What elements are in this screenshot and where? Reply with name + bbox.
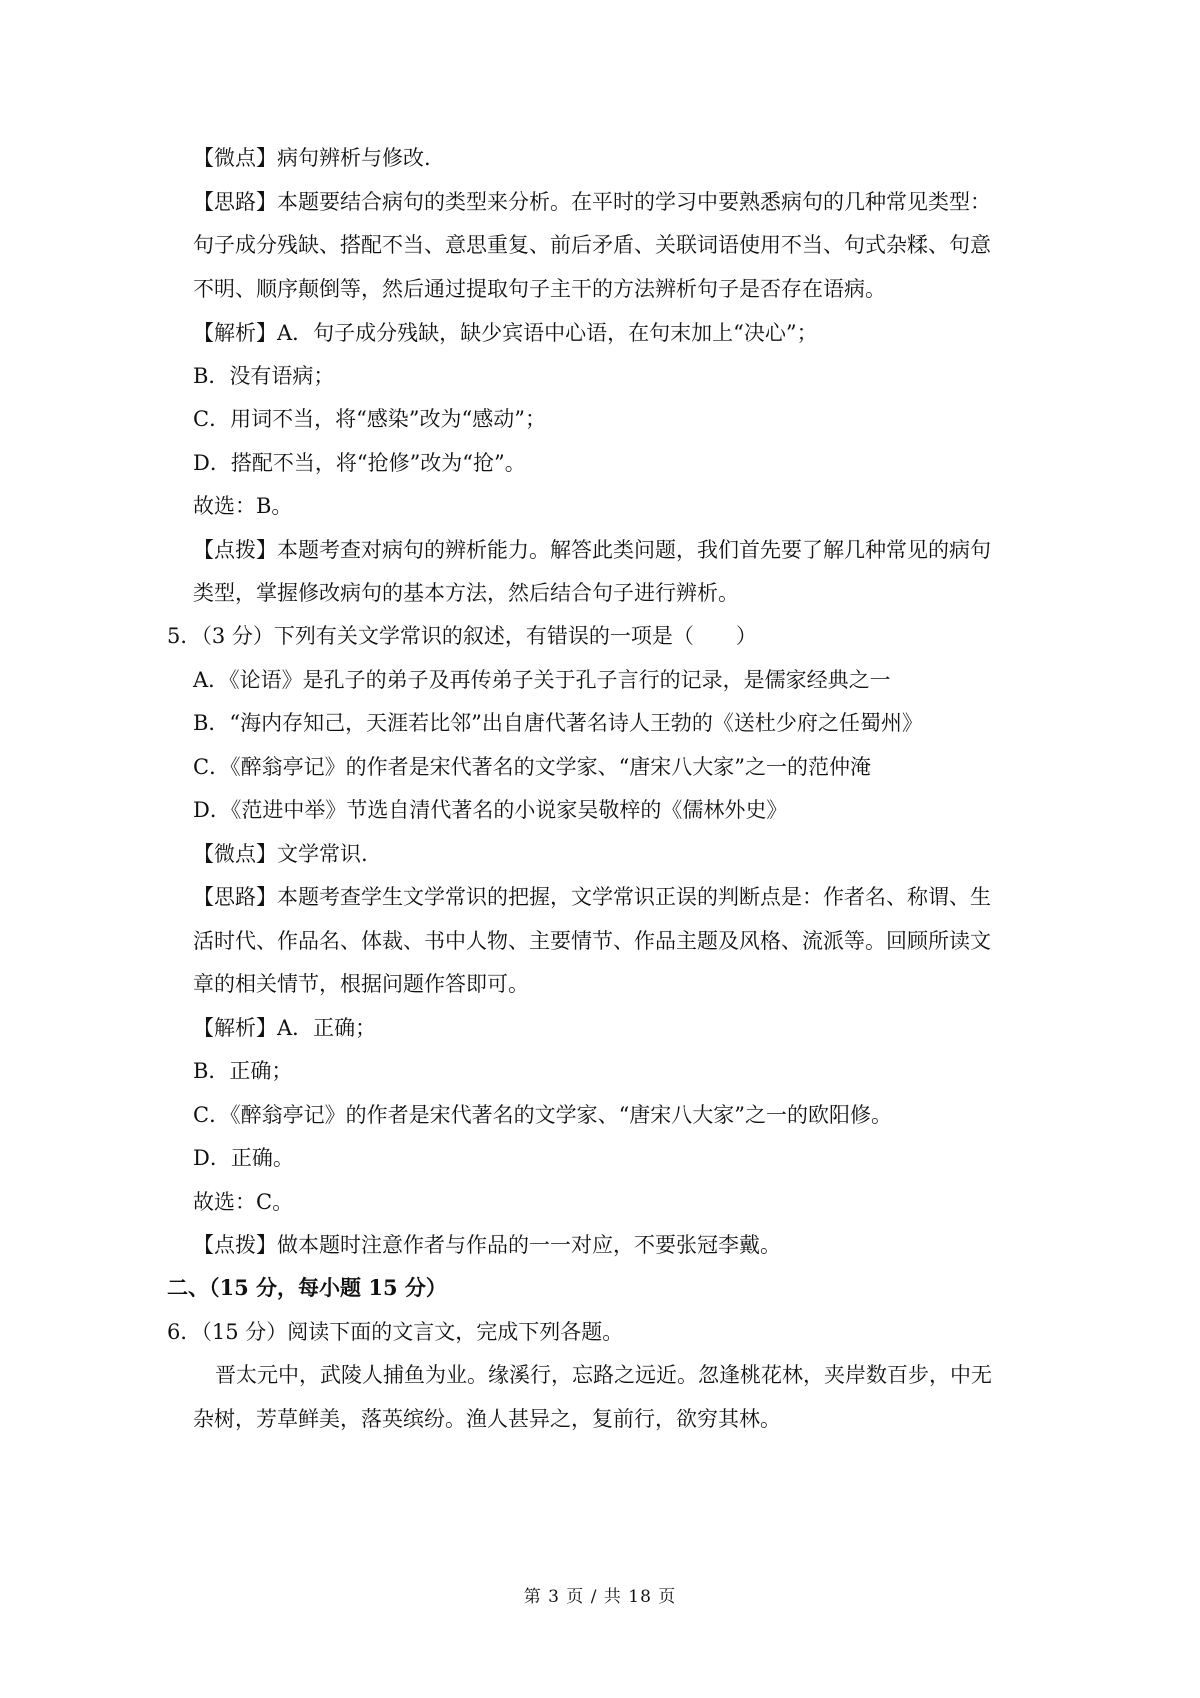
option-d: D．《范进中举》节选自清代著名的小说家吴敬梓的《儒林外史》 xyxy=(193,798,788,822)
option-b: B．“海内存知己，天涯若比邻”出自唐代著名诗人王勃的《送杜少府之任蜀州》 xyxy=(193,711,923,735)
text-line: 句子成分残缺、搭配不当、意思重复、前后矛盾、关联词语使用不当、句式杂糅、句意 xyxy=(193,233,991,257)
text-line: 【微点】病句辨析与修改. xyxy=(193,146,431,170)
passage-line: 晋太元中，武陵人捕鱼为业。缘溪行，忘路之远近。忽逢桃花林，夹岸数百步，中无 xyxy=(215,1363,992,1387)
text-line: 【思路】本题要结合病句的类型来分析。在平时的学习中要熟悉病句的几种常见类型： xyxy=(193,190,991,214)
text-line: D．搭配不当，将“抢修”改为“抢”。 xyxy=(193,451,526,475)
page-footer: 第 3 页 / 共 18 页 xyxy=(523,1587,677,1607)
text-line: 【思路】本题考查学生文学常识的把握，文学常识正误的判断点是：作者名、称谓、生 xyxy=(193,885,991,909)
text-line: 章的相关情节，根据问题作答即可。 xyxy=(193,972,529,996)
text-line: C．用词不当，将“感染”改为“感动”； xyxy=(193,407,547,431)
text-line: 【微点】文学常识. xyxy=(193,842,368,866)
text-line: 故选：C。 xyxy=(193,1190,294,1214)
passage-line: 杂树，芳草鲜美，落英缤纷。渔人甚异之，复前行，欲穷其林。 xyxy=(193,1407,781,1431)
text-line: B．正确； xyxy=(193,1059,293,1083)
text-line: 类型，掌握修改病句的基本方法，然后结合句子进行辨析。 xyxy=(193,581,739,605)
text-line: 不明、顺序颠倒等，然后通过提取句子主干的方法辨析句子是否存在语病。 xyxy=(193,277,886,301)
question-heading: 5．（3 分）下列有关文学常识的叙述，有错误的一项是（ ） xyxy=(167,624,757,648)
text-line: D．正确。 xyxy=(193,1146,294,1170)
option-c: C．《醉翁亭记》的作者是宋代著名的文学家、“唐宋八大家”之一的范仲淹 xyxy=(193,755,872,779)
text-line: 【解析】A．正确； xyxy=(193,1016,377,1040)
text-line: 【解析】A．句子成分残缺，缺少宾语中心语，在句末加上“决心”； xyxy=(193,321,818,345)
text-line: B．没有语病； xyxy=(193,364,335,388)
text-line: C．《醉翁亭记》的作者是宋代著名的文学家、“唐宋八大家”之一的欧阳修。 xyxy=(193,1103,893,1127)
text-line: 【点拨】本题考查对病句的辨析能力。解答此类问题，我们首先要了解几种常见的病句 xyxy=(193,538,991,562)
option-a: A．《论语》是孔子的弟子及再传弟子关于孔子言行的记录，是儒家经典之一 xyxy=(193,668,891,692)
question-heading: 6．（15 分）阅读下面的文言文，完成下列各题。 xyxy=(167,1320,624,1344)
section-heading: 二、（15 分，每小题 15 分） xyxy=(167,1275,447,1300)
text-line: 活时代、作品名、体裁、书中人物、主要情节、作品主题及风格、流派等。回顾所读文 xyxy=(193,929,991,953)
text-line: 故选：B。 xyxy=(193,494,293,518)
text-line: 【点拨】做本题时注意作者与作品的一一对应，不要张冠李戴。 xyxy=(193,1233,781,1257)
